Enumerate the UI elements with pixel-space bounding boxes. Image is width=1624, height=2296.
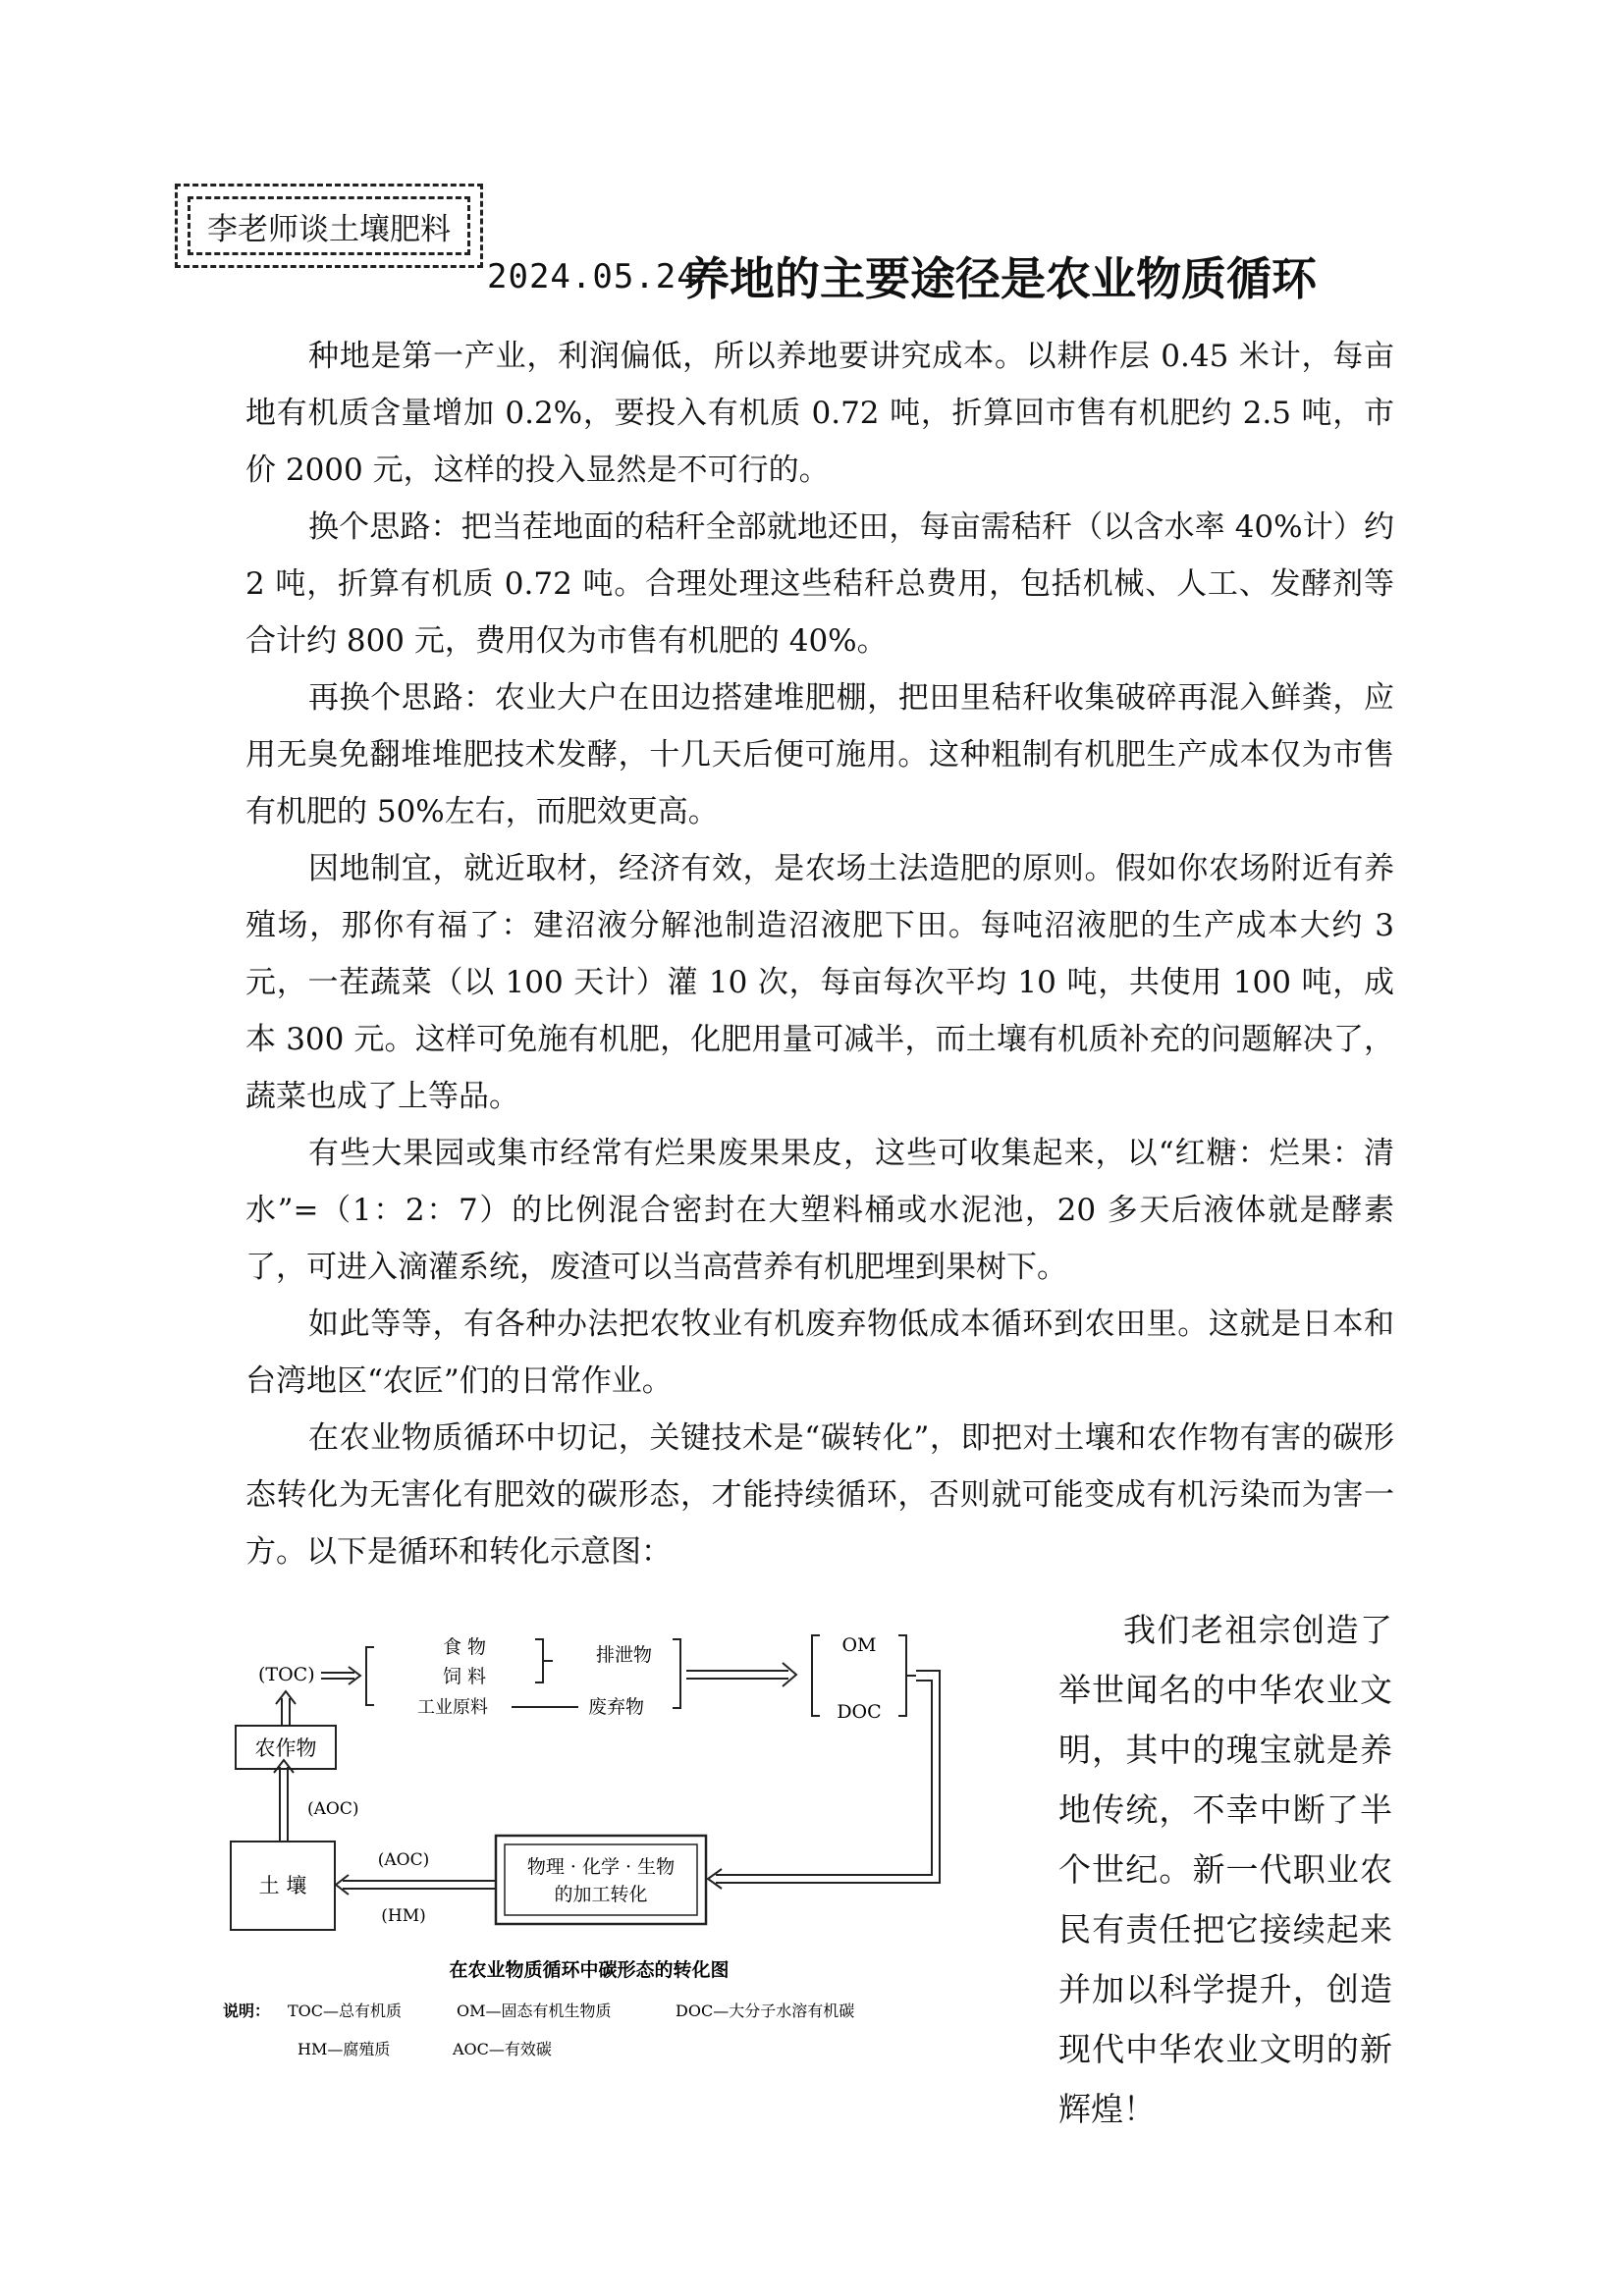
article-title: 养地的主要途径是农业物质循环 bbox=[684, 252, 1317, 305]
paragraph: 在农业物质循环中切记，关键技术是“碳转化”，即把对土壤和农作物有害的碳形态转化为无害化有肥效的碳形态，才能持续循环，否则就可能变成有机污染而为害一方。以下是循环和转化示意图： bbox=[245, 1420, 1394, 1570]
waste-label: 废弃物 bbox=[588, 1696, 645, 1718]
excreta-waste-bracket bbox=[673, 1639, 680, 1708]
legend-om: OM—固态有机生物质 bbox=[457, 2002, 612, 2020]
process-to-soil-arrow bbox=[336, 1875, 496, 1895]
legend-aoc: AOC—有效碳 bbox=[453, 2040, 552, 2058]
om-doc-left-bracket bbox=[812, 1635, 820, 1716]
paragraph: 因地制宜，就近取材，经济有效，是农场土法造肥的原则。假如你农场附近有养殖场，那你有福了：建沼液分解池制造沼液肥下田。每吨沼液肥的生产成本大约 3 元，一茬蔬菜（以 100 天计）灌 10 次，每亩每次平均 10 吨，共使用 100 吨，成本 300 元。这样可免施有机肥，化肥用量可减半，而土壤有机质补充的问题解决了，蔬菜也成了上等品。 bbox=[245, 851, 1394, 1114]
om-label: OM bbox=[841, 1634, 877, 1656]
legend-label: 说明： bbox=[223, 2002, 271, 2020]
feed-label: 饲 料 bbox=[442, 1666, 487, 1687]
om-to-process-arrow bbox=[708, 1671, 940, 1889]
side-note bbox=[1058, 1600, 1392, 2139]
column-tag: 李老师谈土壤肥料 bbox=[188, 196, 470, 255]
uses-bracket bbox=[366, 1647, 374, 1705]
article-body bbox=[245, 328, 1394, 1580]
legend-toc: TOC—总有机质 bbox=[288, 2002, 403, 2020]
carbon-cycle-diagram bbox=[211, 1600, 1065, 2081]
process-line2: 的加工转化 bbox=[554, 1884, 648, 1905]
side-note-text: 我们老祖宗创造了举世闻名的中华农业文明，其中的瑰宝就是养地传统，不幸中断了半个世纪。新一代职业农民有责任把它接续起来并加以科学提升，创造现代中华农业文明的新辉煌！ bbox=[1058, 1611, 1392, 2128]
process-box-outer bbox=[496, 1836, 706, 1924]
food-label: 食 物 bbox=[442, 1636, 487, 1658]
waste-to-om-arrow bbox=[686, 1663, 796, 1686]
column-tag-box bbox=[175, 184, 483, 268]
food-feed-bracket bbox=[535, 1639, 543, 1682]
aoc-left-label: (AOC) bbox=[377, 1850, 430, 1870]
industrial-label: 工业原料 bbox=[417, 1697, 488, 1718]
soil-to-crop-arrow bbox=[274, 1760, 294, 1842]
process-line1: 物理 · 化学 · 生物 bbox=[526, 1856, 676, 1878]
soil-label: 土 壤 bbox=[258, 1874, 307, 1897]
aoc-up-label: (AOC) bbox=[307, 1799, 359, 1819]
article-date: 2024.05.24 bbox=[487, 257, 698, 296]
legend-doc: DOC—大分子水溶有机碳 bbox=[676, 2002, 855, 2020]
crop-to-toc-arrow bbox=[276, 1691, 296, 1726]
hm-label: (HM) bbox=[381, 1906, 426, 1926]
paragraph: 有些大果园或集市经常有烂果废果果皮，这些可收集起来，以“红糖：烂果：清水”=（1：2：7）的比例混合密封在大塑料桶或水泥池，20 多天后液体就是酵素了，可进入滴灌系统，废渣可以当高营养有机肥埋到果树下。 bbox=[245, 1136, 1394, 1285]
paragraph: 种地是第一产业，利润偏低，所以养地要讲究成本。以耕作层 0.45 米计，每亩地有机质含量增加 0.2%，要投入有机质 0.72 吨，折算回市售有机肥约 2.5 吨，市价 2000 元，这样的投入显然是不可行的。 bbox=[245, 339, 1394, 488]
diagram-caption: 在农业物质循环中碳形态的转化图 bbox=[449, 1959, 730, 1981]
legend-hm: HM—腐殖质 bbox=[298, 2040, 391, 2058]
paragraph: 如此等等，有各种办法把农牧业有机废弃物低成本循环到农田里。这就是日本和台湾地区“农匠”们的日常作业。 bbox=[245, 1307, 1394, 1399]
excreta-label: 排泄物 bbox=[596, 1644, 653, 1666]
paragraph: 再换个思路：农业大户在田边搭建堆肥棚，把田里秸秆收集破碎再混入鲜粪，应用无臭免翻堆堆肥技术发酵，十几天后便可施用。这种粗制有机肥生产成本仅为市售有机肥的 50%左右，而肥效更高。 bbox=[245, 680, 1394, 829]
crop-label: 农作物 bbox=[254, 1736, 317, 1760]
toc-label: (TOC) bbox=[258, 1664, 315, 1685]
diagram-svg bbox=[211, 1600, 1065, 2081]
om-doc-right-bracket bbox=[898, 1635, 906, 1716]
doc-label: DOC bbox=[837, 1701, 882, 1723]
toc-to-uses-arrow bbox=[321, 1667, 360, 1684]
paragraph: 换个思路：把当茬地面的秸秆全部就地还田，每亩需秸秆（以含水率 40%计）约 2 吨，折算有机质 0.72 吨。合理处理这些秸秆总费用，包括机械、人工、发酵剂等合计约 800 元，费用仅为市售有机肥的 40%。 bbox=[245, 509, 1394, 659]
